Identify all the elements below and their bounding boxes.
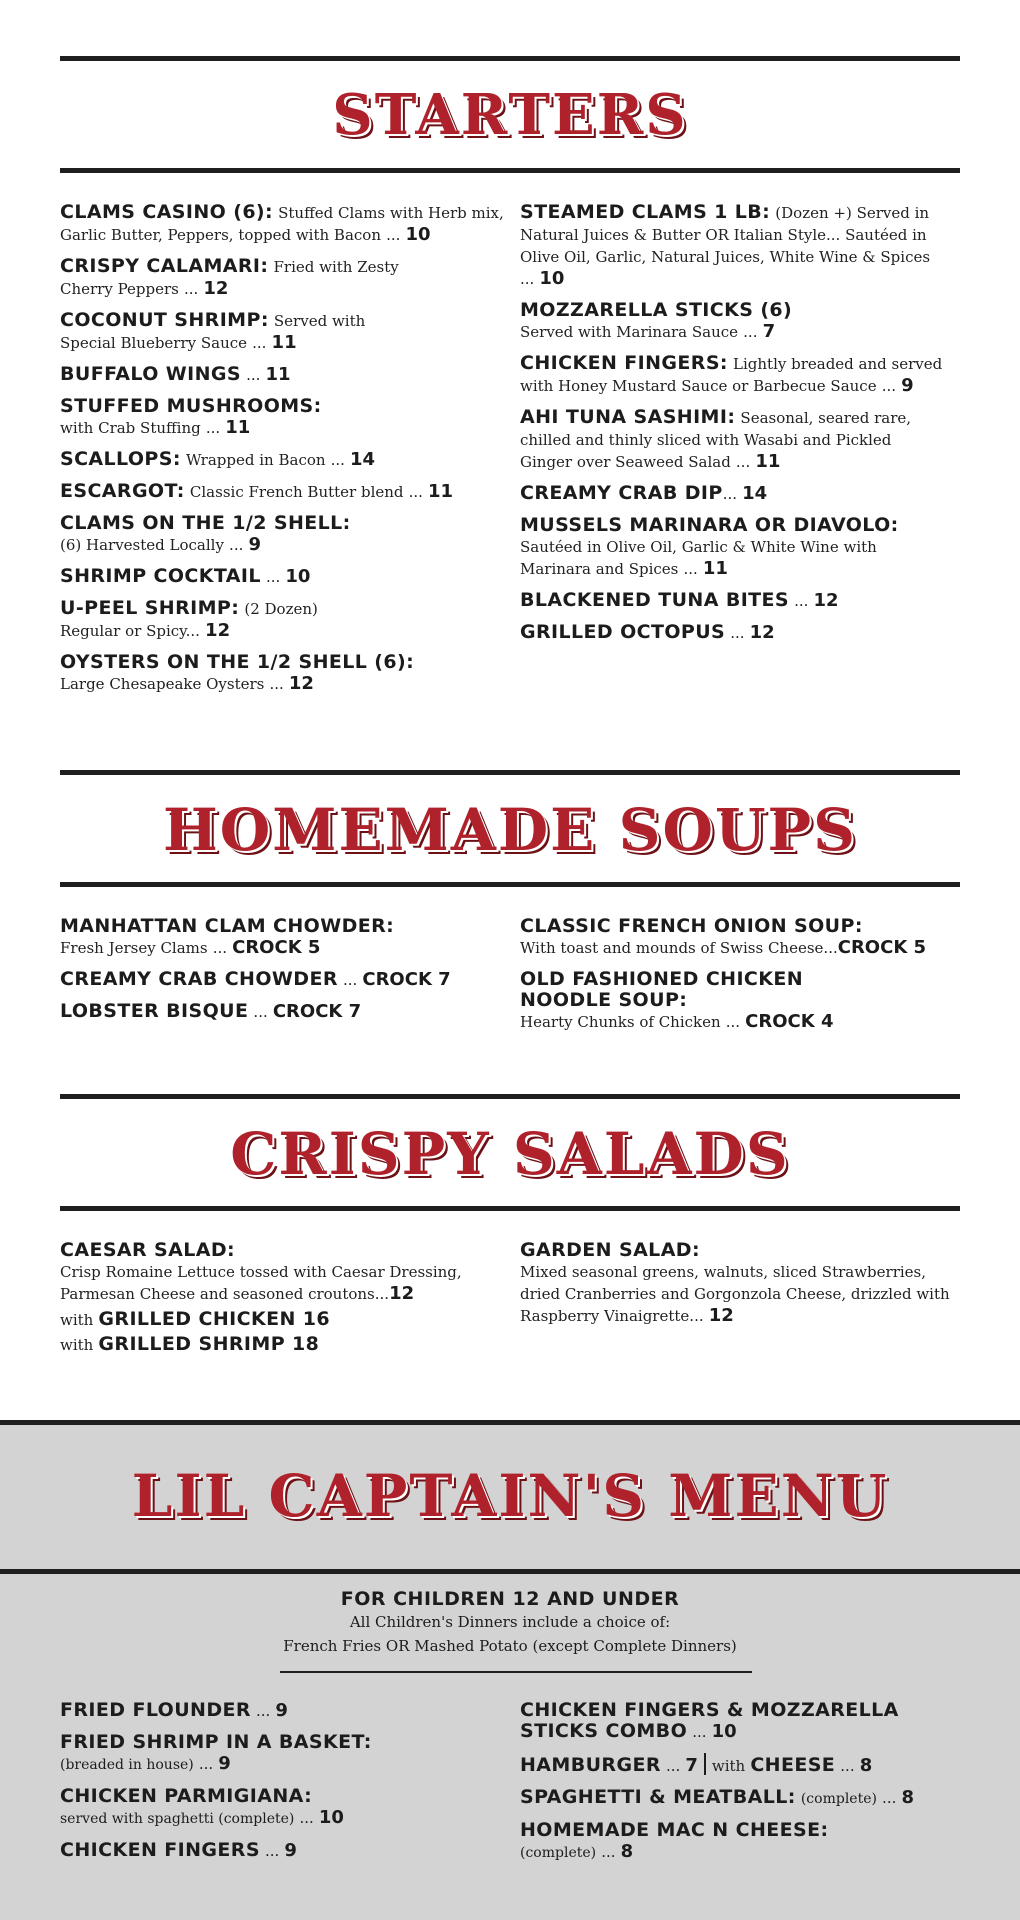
- kids-separator: [280, 1671, 752, 1673]
- menu-item: ESCARGOT: Classic French Butter blend ... 11: [60, 480, 454, 502]
- caesar-addon: with GRILLED SHRIMP 18: [60, 1333, 320, 1355]
- starters-heading: STARTERS: [332, 82, 688, 148]
- kids-left-column: [60, 1700, 510, 1872]
- soups-right-column: [520, 916, 960, 1043]
- menu-item: CREAMY CRAB DIP... 14: [520, 482, 768, 504]
- menu-item: HAMBURGER ... 7 with CHEESE ... 8: [520, 1754, 873, 1776]
- kids-intro: [0, 1588, 1020, 1658]
- menu-item: CHICKEN FINGERS ... 9: [60, 1839, 297, 1861]
- starters-top-rule: [60, 56, 960, 61]
- salads-bottom-rule: [60, 1206, 960, 1211]
- kids-age-title: FOR CHILDREN 12 AND UNDER: [340, 1588, 680, 1610]
- salads-right-column: [520, 1240, 960, 1337]
- menu-item: SCALLOPS: Wrapped in Bacon ... 14: [60, 448, 376, 470]
- kids-intro-line: French Fries OR Mashed Potato (except Complete Dinners): [283, 1637, 737, 1655]
- menu-item: OYSTERS ON THE 1/2 SHELL (6): Large Chesapeake Oysters ... 12: [60, 651, 415, 694]
- menu-item: CHICKEN PARMIGIANA: served with spaghetti (complete) ... 10: [60, 1785, 344, 1828]
- menu-item: OLD FASHIONED CHICKEN NOODLE SOUP: Hearty Chunks of Chicken ... CROCK 4: [520, 968, 834, 1032]
- menu-item: STUFFED MUSHROOMS: with Crab Stuffing ... 11: [60, 395, 322, 438]
- menu-item: SPAGHETTI & MEATBALL: (complete) ... 8: [520, 1786, 914, 1808]
- menu-item: HOMEMADE MAC N CHEESE: (complete) ... 8: [520, 1819, 829, 1862]
- menu-item: CREAMY CRAB CHOWDER ... CROCK 7: [60, 968, 451, 990]
- salads-top-rule: [60, 1094, 960, 1099]
- menu-item: STEAMED CLAMS 1 LB: (Dozen +) Served in Natural Juices & Butter OR Italian Style... Sautéed in Olive Oil, Garlic, Natural Juices, White Wine & Spices ... 10: [520, 201, 931, 289]
- kids-heading-rule: [0, 1569, 1020, 1574]
- caesar-addon: with GRILLED CHICKEN 16: [60, 1308, 331, 1330]
- starters-right-column: [520, 202, 970, 654]
- kids-intro-line: All Children's Dinners include a choice of:: [349, 1613, 671, 1631]
- soups-bottom-rule: [60, 882, 960, 887]
- menu-item: BUFFALO WINGS ... 11: [60, 363, 291, 385]
- menu-item: GARDEN SALAD: Mixed seasonal greens, walnuts, sliced Strawberries, dried Cranberries and Gorgonzola Cheese, drizzled with Raspberry Vinaigrette... 12: [520, 1239, 950, 1326]
- menu-item: COCONUT SHRIMP: Served with Special Blueberry Sauce ... 11: [60, 309, 366, 353]
- menu-item: CRISPY CALAMARI: Fried with Zesty Cherry Peppers ... 12: [60, 255, 399, 299]
- menu-item: CHICKEN FINGERS: Lightly breaded and served with Honey Mustard Sauce or Barbecue Sauce ... 9: [520, 352, 943, 396]
- menu-item: SHRIMP COCKTAIL ... 10: [60, 565, 311, 587]
- menu-item: CLASSIC FRENCH ONION SOUP: With toast and mounds of Swiss Cheese...CROCK 5: [520, 915, 927, 958]
- menu-item: BLACKENED TUNA BITES ... 12: [520, 589, 839, 611]
- salads-left-column: [60, 1240, 490, 1357]
- menu-item: CLAMS CASINO (6): Stuffed Clams with Herb mix, Garlic Butter, Peppers, topped with Bacon ... 10: [60, 201, 504, 245]
- menu-item: CHICKEN FINGERS & MOZZARELLA STICKS COMBO ... 10: [520, 1699, 899, 1742]
- menu-item: MUSSELS MARINARA OR DIAVOLO: Sautéed in Olive Oil, Garlic & White Wine with Marinara and Spices ... 11: [520, 514, 899, 579]
- starters-bottom-rule: [60, 168, 960, 173]
- soups-left-column: [60, 916, 510, 1033]
- menu-item: FRIED SHRIMP IN A BASKET: (breaded in house) ... 9: [60, 1731, 372, 1774]
- starters-left-column: [60, 202, 510, 705]
- menu-item: CAESAR SALAD: Crisp Romaine Lettuce tossed with Caesar Dressing, Parmesan Cheese and seasoned croutons...12: [60, 1239, 462, 1304]
- menu-item: MOZZARELLA STICKS (6) Served with Marinara Sauce ... 7: [520, 299, 793, 342]
- menu-item: LOBSTER BISQUE ... CROCK 7: [60, 1000, 362, 1022]
- menu-item: FRIED FLOUNDER ... 9: [60, 1699, 288, 1721]
- menu-item: GRILLED OCTOPUS ... 12: [520, 621, 775, 643]
- menu-item: U-PEEL SHRIMP: (2 Dozen) Regular or Spicy... 12: [60, 597, 318, 641]
- kids-heading: LIL CAPTAIN'S MENU: [131, 1462, 889, 1530]
- divider-bar: [704, 1753, 706, 1775]
- menu-item: MANHATTAN CLAM CHOWDER: Fresh Jersey Clams ... CROCK 5: [60, 915, 395, 958]
- menu-item: AHI TUNA SASHIMI: Seasonal, seared rare, chilled and thinly sliced with Wasabi and Pickled Ginger over Seaweed Salad ... 11: [520, 406, 912, 472]
- kids-right-column: [520, 1700, 960, 1874]
- salads-heading: CRISPY SALADS: [230, 1120, 790, 1188]
- soups-top-rule: [60, 770, 960, 775]
- kids-top-rule: [0, 1420, 1020, 1425]
- soups-heading: HOMEMADE SOUPS: [162, 796, 858, 864]
- menu-item: CLAMS ON THE 1/2 SHELL: (6) Harvested Locally ... 9: [60, 512, 351, 555]
